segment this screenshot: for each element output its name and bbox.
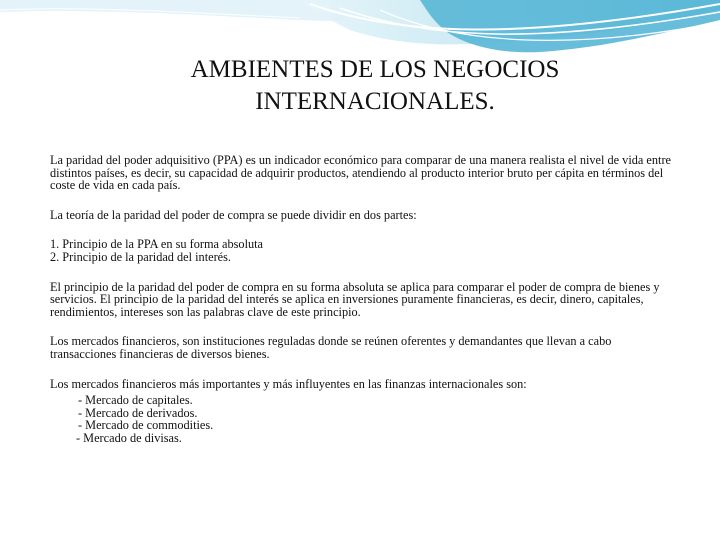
list-item: 2. Principio de la paridad del interés. bbox=[50, 249, 231, 264]
title-line-1: AMBIENTES DE LOS NEGOCIOS bbox=[190, 56, 560, 83]
slide-body bbox=[50, 154, 680, 445]
list-item: - Mercado de derivados. bbox=[78, 405, 198, 420]
slide-title bbox=[120, 54, 630, 118]
parts-list bbox=[50, 238, 680, 263]
header-wave-decoration bbox=[0, 0, 720, 60]
paragraph-important-markets: Los mercados financieros más importantes y más influyentes en las finanzas internacionales son: bbox=[50, 376, 527, 391]
list-item: 1. Principio de la PPA en su forma absoluta bbox=[50, 237, 264, 252]
title-line-2: INTERNACIONALES. bbox=[255, 88, 495, 115]
paragraph-principles: El principio de la paridad del poder de compra en su forma absoluta se aplica para comparar el poder de compra de bienes y servicios. El principio de la paridad del interés se aplica en inversiones puramente financieras, es decir, dinero, capitales, rendimientos, intereses son las palabras clave de este principio. bbox=[50, 279, 660, 319]
markets-list bbox=[50, 394, 680, 444]
list-item: - Mercado de commodities. bbox=[78, 418, 214, 433]
list-item: - Mercado de capitales. bbox=[78, 393, 193, 408]
paragraph-theory-parts: La teoría de la paridad del poder de compra se puede dividir en dos partes: bbox=[50, 207, 417, 222]
paragraph-financial-markets: Los mercados financieros, son instituciones reguladas donde se reúnen oferentes y demandantes que llevan a cabo transacciones financieras de diversos bienes. bbox=[50, 334, 612, 361]
paragraph-ppa-definition: La paridad del poder adquisitivo (PPA) es un indicador económico para comparar de una manera realista el nivel de vida entre distintos países, es decir, su capacidad de adquirir productos, atendiendo al producto interior bruto per cápita en términos del coste de vida en cada país. bbox=[50, 153, 671, 193]
list-item: - Mercado de divisas. bbox=[76, 430, 182, 445]
